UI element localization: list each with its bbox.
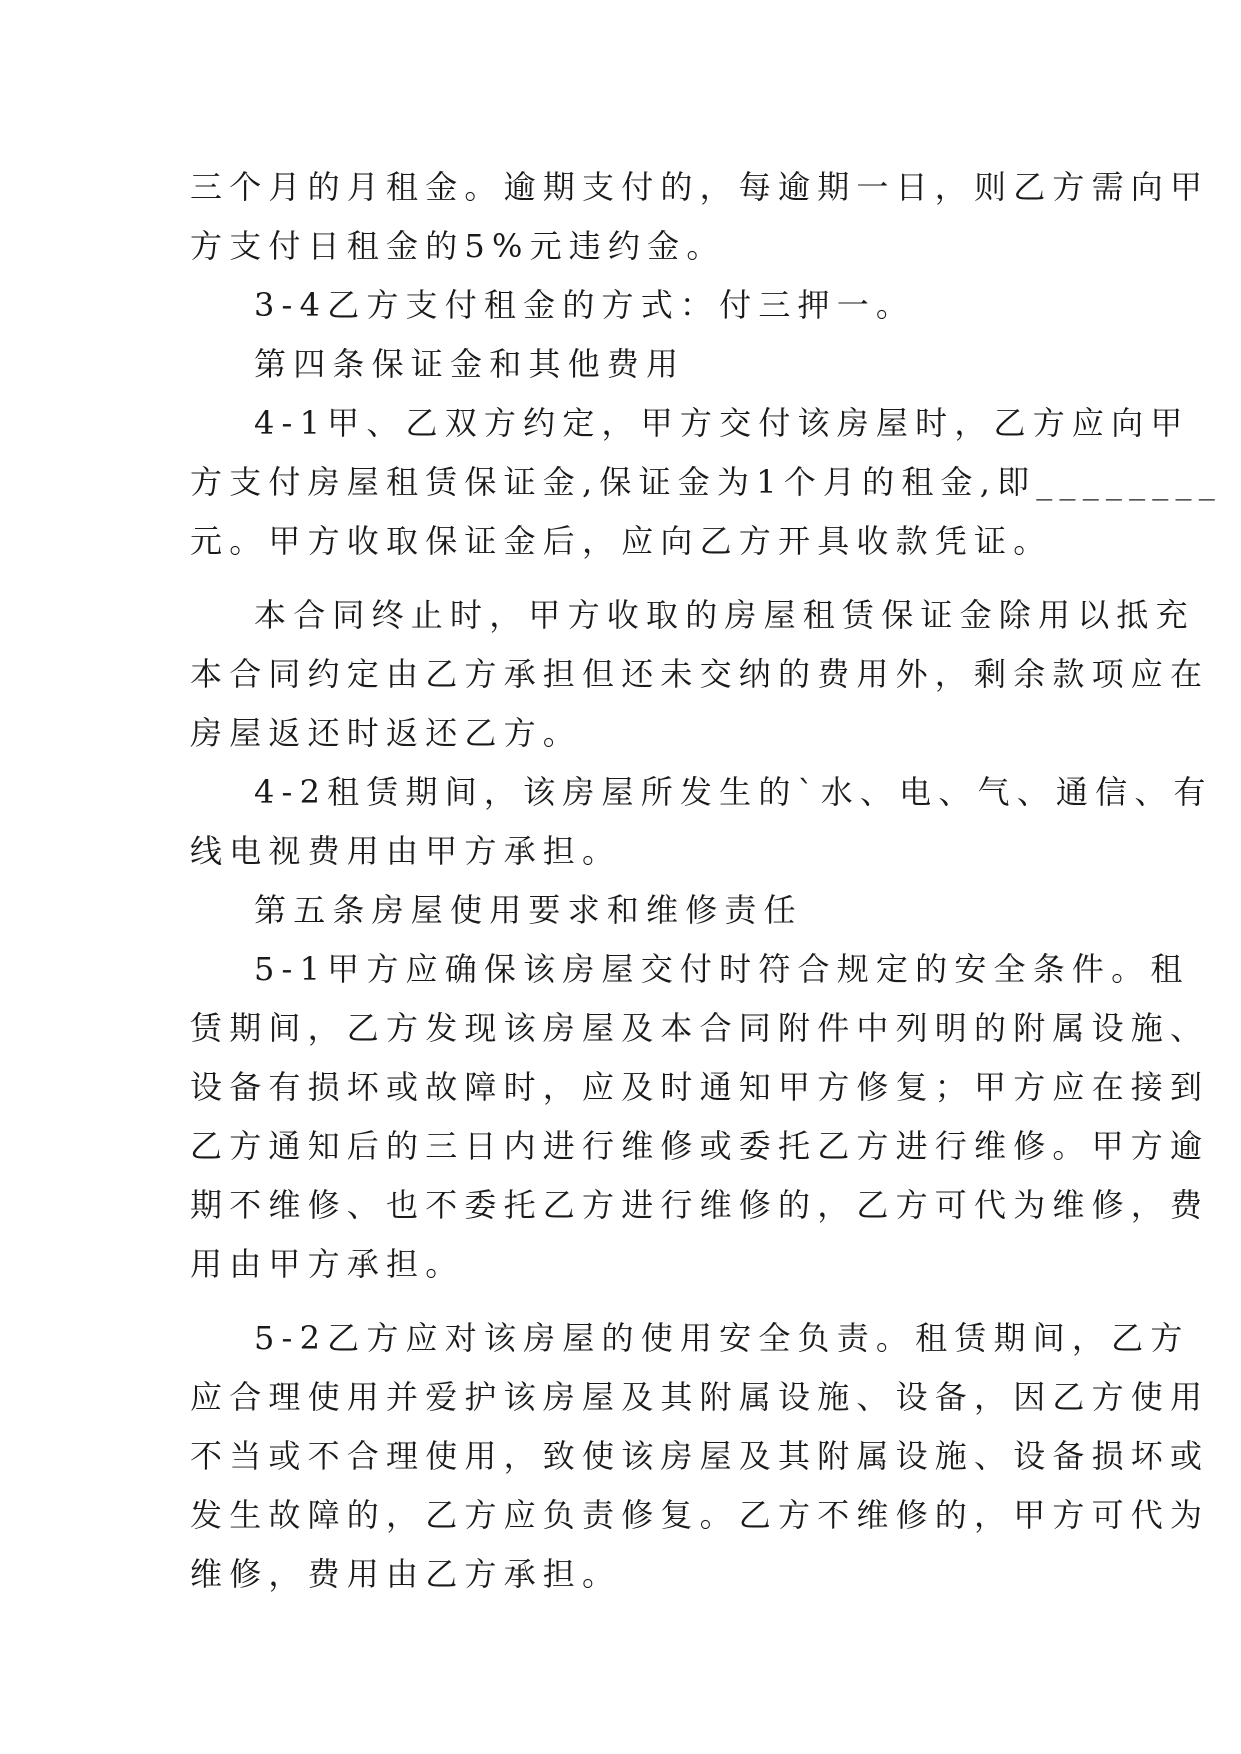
text-line: 用由甲方承担。 xyxy=(190,1245,465,1283)
clause-4-1: 4-1甲、乙双方约定，甲方交付该房屋时，乙方应向甲 xyxy=(254,404,1190,442)
text-line: 三个月的月租金。逾期支付的，每逾期一日，则乙方需向甲 xyxy=(190,168,1210,206)
text-line: 维修，费用由乙方承担。 xyxy=(190,1555,622,1593)
clause-5-1: 5-1甲方应确保该房屋交付时符合规定的安全条件。租 xyxy=(254,950,1190,988)
text-line: 房屋返还时返还乙方。 xyxy=(190,714,583,752)
text-line: 方支付日租金的5%元违约金。 xyxy=(190,227,726,265)
text-line: 乙方通知后的三日内进行维修或委托乙方进行维修。甲方逾 xyxy=(190,1127,1210,1165)
text-line: 发生故障的，乙方应负责修复。乙方不维修的，甲方可代为 xyxy=(190,1496,1210,1534)
clause-4-2: 4-2租赁期间，该房屋所发生的`水、电、气、通信、有 xyxy=(254,773,1213,811)
paragraph-contract-termination: 本合同终止时，甲方收取的房屋租赁保证金除用以抵充 xyxy=(254,596,1195,634)
text-line: 期不维修、也不委托乙方进行维修的，乙方可代为维修，费 xyxy=(190,1186,1210,1224)
text-line: 线电视费用由甲方承担。 xyxy=(190,832,622,870)
text-line: 不当或不合理使用，致使该房屋及其附属设施、设备损坏或 xyxy=(190,1437,1210,1475)
section-heading-article-4: 第四条保证金和其他费用 xyxy=(254,345,686,383)
clause-5-2: 5-2乙方应对该房屋的使用安全负责。租赁期间，乙方 xyxy=(254,1319,1190,1357)
text-line: 本合同约定由乙方承担但还未交纳的费用外，剩余款项应在 xyxy=(190,655,1210,693)
text-line: 赁期间，乙方发现该房屋及本合同附件中列明的附属设施、 xyxy=(190,1009,1210,1047)
text-line: 设备有损坏或故障时，应及时通知甲方修复；甲方应在接到 xyxy=(190,1068,1210,1106)
text-line: 应合理使用并爱护该房屋及其附属设施、设备，因乙方使用 xyxy=(190,1378,1210,1416)
document-body xyxy=(190,158,1222,1604)
text-line: 元。甲方收取保证金后，应向乙方开具收款凭证。 xyxy=(190,522,1053,560)
section-heading-article-5: 第五条房屋使用要求和维修责任 xyxy=(254,891,803,929)
text-line: 方支付房屋租赁保证金,保证金为1个月的租金,即________ xyxy=(190,463,1222,501)
clause-3-4: 3-4乙方支付租金的方式：付三押一。 xyxy=(254,286,916,324)
